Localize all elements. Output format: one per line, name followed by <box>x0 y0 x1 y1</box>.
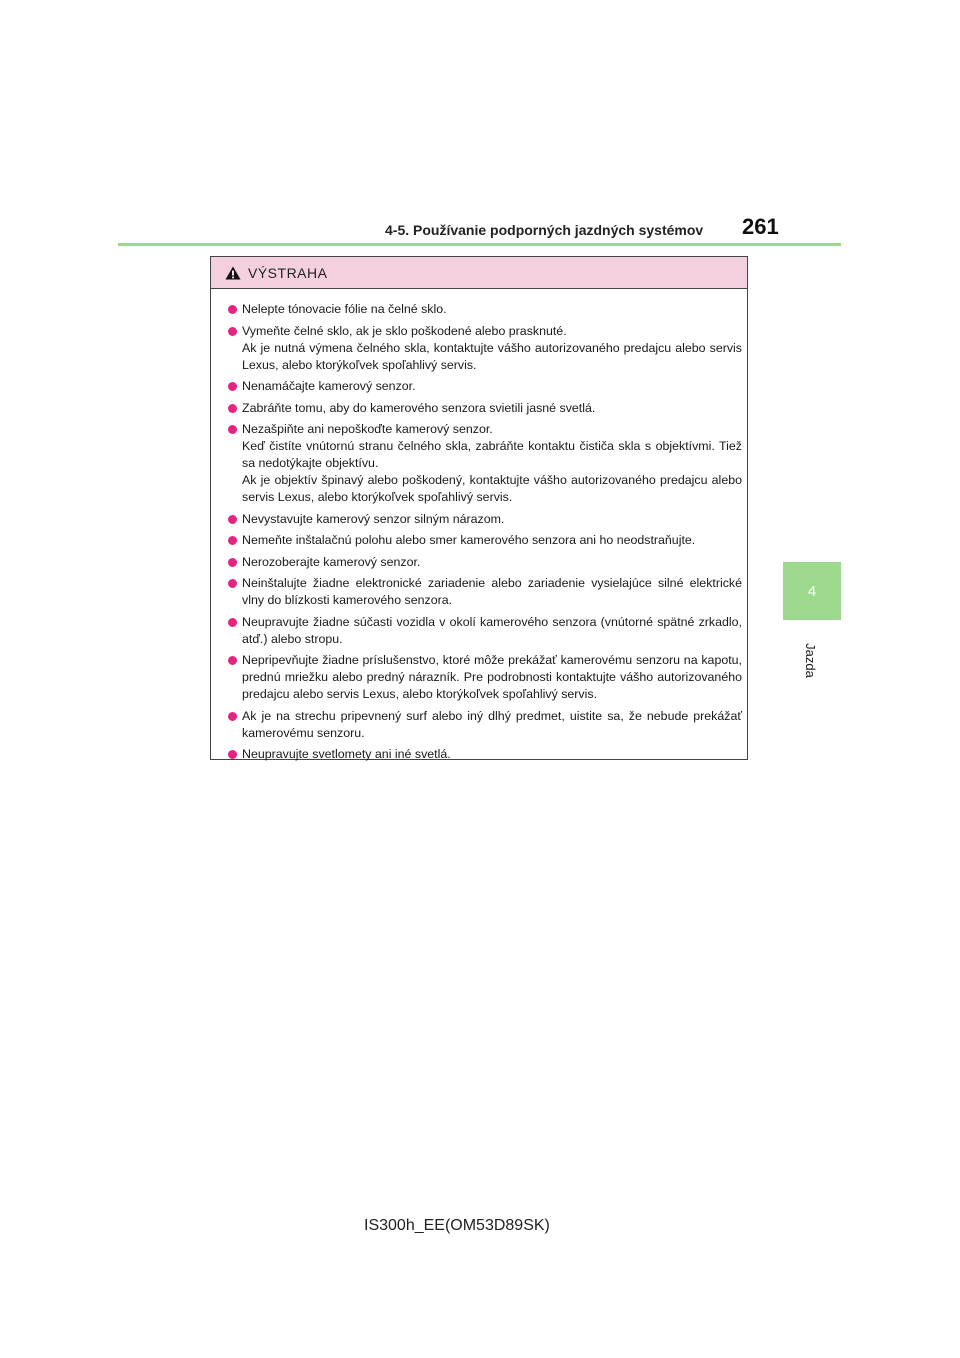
bullet-icon <box>228 712 237 721</box>
bullet-icon <box>228 536 237 545</box>
warning-item-text: Ak je na strechu pripevnený surf alebo iný dlhý predmet, uistite sa, že nebude prekážať kamerovému senzoru. <box>242 708 742 740</box>
bullet-icon <box>228 750 237 759</box>
warning-item <box>228 421 742 506</box>
warning-item <box>228 575 742 609</box>
warning-item-text: Zabráňte tomu, aby do kamerového senzora svietili jasné svetlá. <box>242 400 596 415</box>
warning-triangle-icon <box>225 266 241 280</box>
warning-item <box>228 554 742 571</box>
warning-item-text: Nerozoberajte kamerový senzor. <box>242 554 421 569</box>
bullet-icon <box>228 382 237 391</box>
warning-item-text: Nezašpiňte ani nepoškoďte kamerový senzor. Keď čistíte vnútornú stranu čelného skla, zabráňte kontaktu čističa skla s objektívmi. Tiež sa nedotýkajte objektívu. Ak je objektív špinavý alebo poškodený, kontaktujte vášho autorizovaného predajcu alebo servis Lexus, alebo ktorýkoľvek spoľahlivý servis. <box>242 422 742 504</box>
warning-item-text: Nelepte tónovacie fólie na čelné sklo. <box>242 302 447 316</box>
warning-item-text: Nenamáčajte kamerový senzor. <box>242 379 416 393</box>
warning-box <box>210 256 748 760</box>
warning-item-text: Neinštalujte žiadne elektronické zariadenie alebo zariadenie vysielajúce silné elektrické vlny do blízkosti kamerového senzora. <box>242 576 742 607</box>
warning-item <box>228 708 742 742</box>
header-divider <box>118 243 841 246</box>
chapter-number: 4 <box>807 582 817 600</box>
bullet-icon <box>228 558 237 567</box>
bullet-icon <box>228 515 237 524</box>
bullet-icon <box>228 579 237 588</box>
bullet-icon <box>228 656 237 665</box>
warning-item <box>228 400 742 417</box>
warning-header <box>211 257 747 289</box>
chapter-label <box>790 630 830 690</box>
document-code: IS300h_EE(OM53D89SK) <box>364 1217 550 1234</box>
bullet-icon <box>228 305 237 314</box>
chapter-tab <box>783 562 841 620</box>
page-number: 261 <box>742 214 779 239</box>
bullet-icon <box>228 404 237 413</box>
warning-item-text: Nevystavujte kamerový senzor silným nárazom. <box>242 511 505 526</box>
warning-item <box>228 532 742 549</box>
warning-item <box>228 323 742 374</box>
warning-list <box>211 289 747 763</box>
warning-item <box>228 378 742 395</box>
bullet-icon <box>228 425 237 434</box>
warning-heading: VÝSTRAHA <box>248 264 328 281</box>
warning-item <box>228 301 742 318</box>
warning-item-text: Nemeňte inštalačnú polohu alebo smer kamerového senzora ani ho neodstraňujte. <box>242 533 696 547</box>
section-title: 4-5. Používanie podporných jazdných systémov <box>385 222 704 238</box>
warning-item-text: Neupravujte svetlomety ani iné svetlá. <box>242 747 451 761</box>
warning-item-text: Vymeňte čelné sklo, ak je sklo poškodené alebo prasknuté. Ak je nutná výmena čelného skla, kontaktujte vášho autorizovaného predajcu alebo servis Lexus, alebo ktorýkoľvek spoľahlivý servis. <box>242 323 742 372</box>
bullet-icon <box>228 327 237 336</box>
bullet-icon <box>228 618 237 627</box>
warning-item <box>228 511 742 528</box>
warning-item-text: Nepripevňujte žiadne príslušenstvo, ktoré môže prekážať kamerovému senzoru na kapotu, prednú mriežku alebo predný nárazník. Pre podrobnosti kontaktujte vášho autorizovaného predajcu alebo servis Lexus, alebo ktorýkoľvek spoľahlivý servis. <box>242 653 742 701</box>
chapter-label-text: Jazda <box>802 642 818 678</box>
warning-item-text: Neupravujte žiadne súčasti vozidla v okolí kamerového senzora (vnútorné spätné zrkadlo, atď.) alebo stropu. <box>242 614 742 646</box>
warning-item <box>228 652 742 703</box>
warning-item <box>228 746 742 763</box>
warning-item <box>228 614 742 648</box>
